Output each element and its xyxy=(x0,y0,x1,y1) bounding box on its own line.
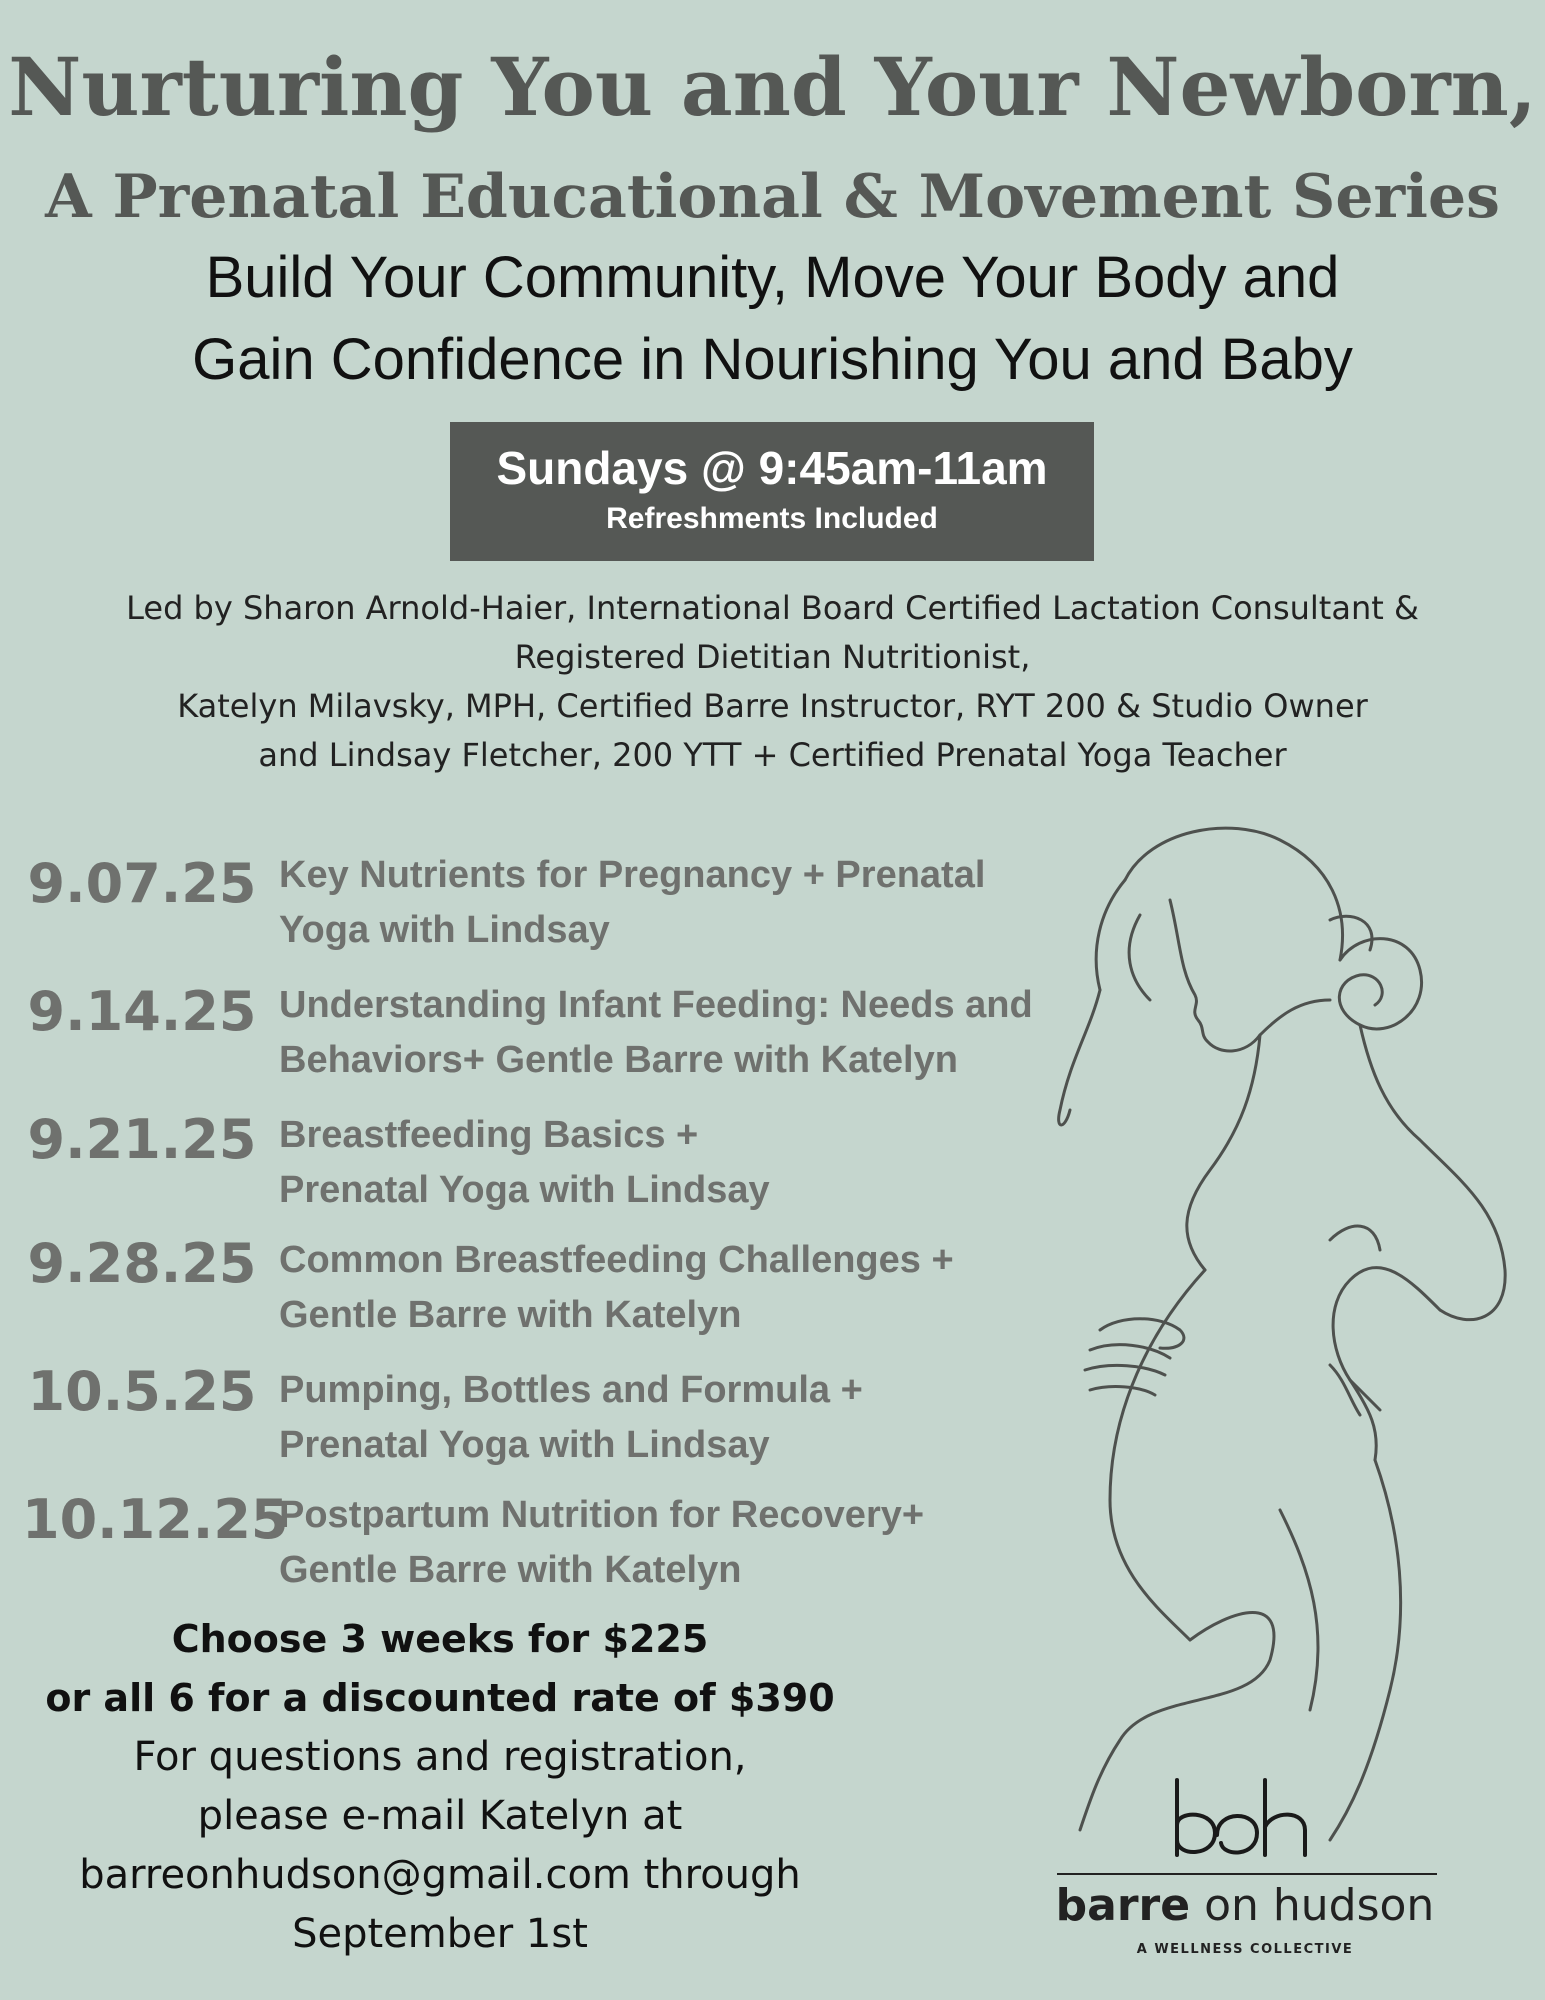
session-topic-6-line-2: Gentle Barre with Katelyn xyxy=(279,1549,742,1591)
contact-email-line: barreonhudson@gmail.com through xyxy=(79,1852,801,1898)
logo-brand-rest: on hudson xyxy=(1190,1880,1435,1931)
pricing-line-1: Choose 3 weeks for $225 xyxy=(171,1617,709,1661)
logo-brand-name xyxy=(1055,1880,1435,1931)
session-topic-1-line-1: Key Nutrients for Pregnancy + Prenatal xyxy=(279,854,986,896)
contact-line-2: please e-mail Katelyn at xyxy=(197,1793,683,1839)
session-topic-2 xyxy=(279,978,1033,1088)
session-topic-3-line-1: Breastfeeding Basics + xyxy=(279,1114,699,1156)
session-topic-1 xyxy=(279,848,985,958)
session-topic-3-line-2: Prenatal Yoga with Lindsay xyxy=(279,1169,770,1211)
session-date-4: 9.28.25 xyxy=(27,1232,257,1295)
leaders-line-3: Katelyn Milavsky, MPH, Certified Barre Instructor, RYT 200 & Studio Owner xyxy=(177,687,1368,725)
session-topic-1-line-2: Yoga with Lindsay xyxy=(279,909,610,951)
leaders-line-2: Registered Dietitian Nutritionist, xyxy=(514,638,1031,676)
leaders-block xyxy=(0,584,1545,780)
session-date-5: 10.5.25 xyxy=(27,1360,257,1423)
session-topic-6-line-1: Postpartum Nutrition for Recovery+ xyxy=(279,1494,925,1536)
session-date-6: 10.12.25 xyxy=(22,1488,289,1551)
session-topic-5-line-1: Pumping, Bottles and Formula + xyxy=(279,1369,863,1411)
contact-line-1: For questions and registration, xyxy=(133,1734,747,1780)
logo-brand-bold: barre xyxy=(1055,1880,1191,1931)
pricing-line-2: or all 6 for a discounted rate of $390 xyxy=(45,1676,835,1720)
logo-divider xyxy=(1057,1873,1437,1875)
session-topic-5-line-2: Prenatal Yoga with Lindsay xyxy=(279,1424,770,1466)
page-title: Nurturing You and Your Newborn, xyxy=(8,40,1537,134)
contact-line-4: September 1st xyxy=(292,1911,588,1957)
leaders-line-4: and Lindsay Fletcher, 200 YTT + Certified Prenatal Yoga Teacher xyxy=(258,736,1287,774)
session-date-1: 9.07.25 xyxy=(27,852,257,915)
session-topic-6 xyxy=(279,1488,924,1598)
leaders-line-1: Led by Sharon Arnold-Haier, International Board Certified Lactation Consultant & xyxy=(126,589,1419,627)
session-topic-5 xyxy=(279,1363,863,1473)
session-date-2: 9.14.25 xyxy=(27,980,257,1043)
refreshments-note: Refreshments Included xyxy=(606,502,938,535)
logo-tagline: A WELLNESS COLLECTIVE xyxy=(1136,1942,1354,1957)
session-topic-2-line-2: Behaviors+ Gentle Barre with Katelyn xyxy=(279,1039,958,1081)
tagline-line-2: Gain Confidence in Nourishing You and Baby xyxy=(192,327,1353,392)
pregnant-woman-illustration xyxy=(1030,810,1540,1850)
tagline-line-1: Build Your Community, Move Your Body and xyxy=(205,245,1340,310)
session-topic-4-line-2: Gentle Barre with Katelyn xyxy=(279,1294,742,1336)
page-subtitle: A Prenatal Educational & Movement Series xyxy=(45,162,1500,232)
session-topic-4-line-1: Common Breastfeeding Challenges + xyxy=(279,1239,954,1281)
schedule-time: Sundays @ 9:45am-11am xyxy=(496,442,1048,494)
session-topic-2-line-1: Understanding Infant Feeding: Needs and xyxy=(279,984,1033,1026)
session-topic-3 xyxy=(279,1108,770,1218)
schedule-box xyxy=(450,422,1094,561)
boh-monogram-logo xyxy=(1165,1775,1325,1865)
session-date-3: 9.21.25 xyxy=(27,1108,257,1171)
session-topic-4 xyxy=(279,1233,954,1343)
